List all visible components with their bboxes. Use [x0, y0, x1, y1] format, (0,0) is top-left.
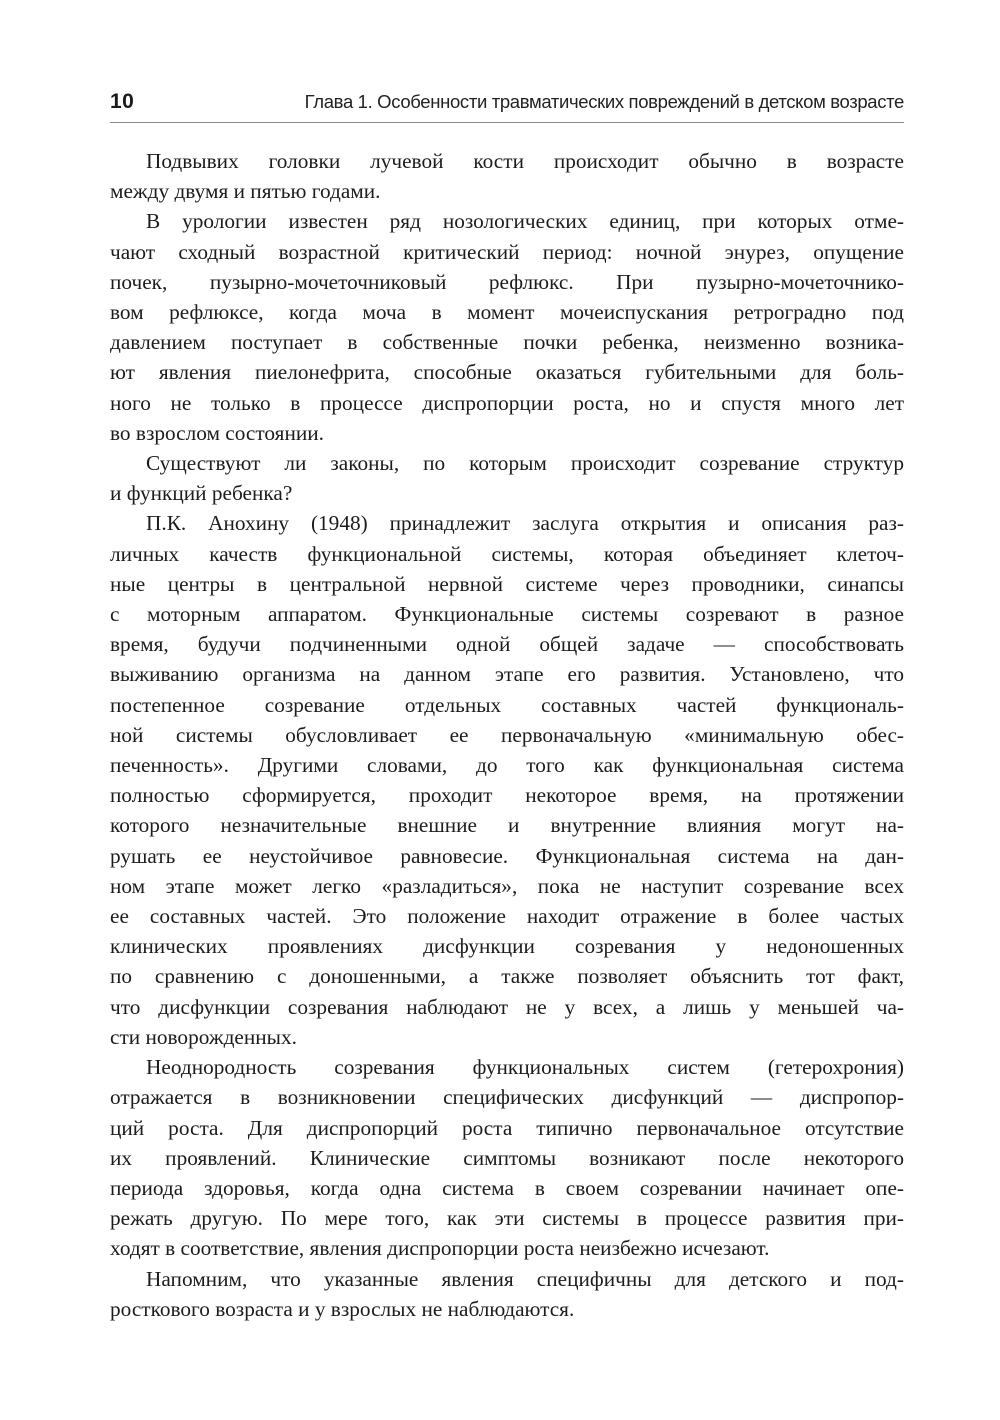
paragraph-4	[110, 508, 904, 1052]
text-line: с моторным аппаратом. Функциональные системы созревают в разное	[110, 602, 904, 627]
text-line: постепенное созревание отдельных составных частей функциональ-	[110, 692, 904, 717]
text-line: Подвывих головки лучевой кости происходит обычно в возрасте	[146, 149, 904, 173]
text-line: ной системы обусловливает ее первоначальную «минимальную обес-	[110, 722, 904, 747]
text-line: ют явления пиелонефрита, способные оказаться губительными для боль-	[110, 360, 904, 385]
text-line: и функций ребенка?	[110, 481, 293, 506]
text-line: выживанию организма на данном этапе его развития. Установлено, что	[110, 662, 904, 687]
chapter-title: Глава 1. Особенности травматических повреждений в детском возрасте	[304, 91, 904, 112]
paragraph-3	[110, 448, 904, 508]
page-number: 10	[110, 90, 135, 113]
text-line: вом рефлюксе, когда моча в момент мочеиспускания ретроградно под	[110, 300, 904, 325]
text-line: ций роста. Для диспропорций роста типично первоначальное отсутствие	[110, 1115, 904, 1140]
paragraph-5	[110, 1052, 904, 1263]
text-line: их проявлений. Клинические симптомы возникают после некоторого	[110, 1145, 904, 1170]
text-line: отражается в возникновении специфических дисфункций — диспропор-	[110, 1085, 904, 1110]
text-line: сти новорожденных.	[110, 1024, 297, 1049]
text-line: клинических проявлениях дисфункции созревания у недоношенных	[110, 934, 904, 959]
paragraph-2	[110, 206, 904, 448]
text-line: печенность». Другими словами, до того как функциональная система	[110, 753, 904, 778]
text-line: между двумя и пятью годами.	[110, 179, 381, 204]
text-line: почек, пузырно-мочеточниковый рефлюкс. При пузырно-мочеточнико-	[110, 269, 904, 294]
text-line: росткового возраста и у взрослых не наблюдаются.	[110, 1296, 575, 1321]
text-line: Неоднородность созревания функциональных систем (гетерохрония)	[146, 1055, 904, 1080]
paragraph-1	[110, 146, 904, 206]
text-line: время, будучи подчиненными одной общей задаче — способствовать	[110, 632, 904, 657]
text-line: полностью сформируется, проходит некоторое время, на протяжении	[110, 783, 904, 808]
text-line: во взрослом состоянии.	[110, 420, 324, 445]
text-line: Напомним, что указанные явления специфичны для детского и под-	[146, 1266, 904, 1291]
text-line: Существуют ли законы, по которым происходит созревание структур	[146, 451, 904, 476]
paragraph-6	[110, 1264, 904, 1324]
text-line: которого незначительные внешние и внутренние влияния могут на-	[110, 813, 904, 838]
text-line: режать другую. По мере того, как эти системы в процессе развития при-	[110, 1206, 904, 1231]
text-line: В урологии известен ряд нозологических единиц, при которых отме-	[146, 209, 904, 234]
text-line: ее составных частей. Это положение находит отражение в более частых	[110, 904, 904, 929]
body-text	[110, 146, 904, 1324]
text-line: ного не только в процессе диспропорции роста, но и спустя много лет	[110, 390, 904, 415]
text-line: рушать ее неустойчивое равновесие. Функциональная система на дан-	[110, 843, 904, 868]
text-line: давлением поступает в собственные почки ребенка, неизменно возника-	[110, 330, 904, 355]
text-line: чают сходный возрастной критический период: ночной энурез, опущение	[110, 239, 904, 264]
running-header	[110, 86, 904, 123]
text-line: по сравнению с доношенными, а также позволяет объяснить тот факт,	[110, 964, 904, 989]
text-line: ные центры в центральной нервной системе через проводники, синапсы	[110, 571, 904, 596]
text-line: личных качеств функциональной системы, которая объединяет клеточ-	[110, 541, 904, 566]
text-line: ходят в соответствие, явления диспропорции роста неизбежно исчезают.	[110, 1236, 770, 1261]
text-line: что дисфункции созревания наблюдают не у всех, а лишь у меньшей ча-	[110, 994, 904, 1019]
text-line: ном этапе может легко «разладиться», пока не наступит созревание всех	[110, 873, 904, 898]
text-line: периода здоровья, когда одна система в своем созревании начинает опе-	[110, 1175, 904, 1200]
text-line: П.К. Анохину (1948) принадлежит заслуга открытия и описания раз-	[146, 511, 904, 536]
